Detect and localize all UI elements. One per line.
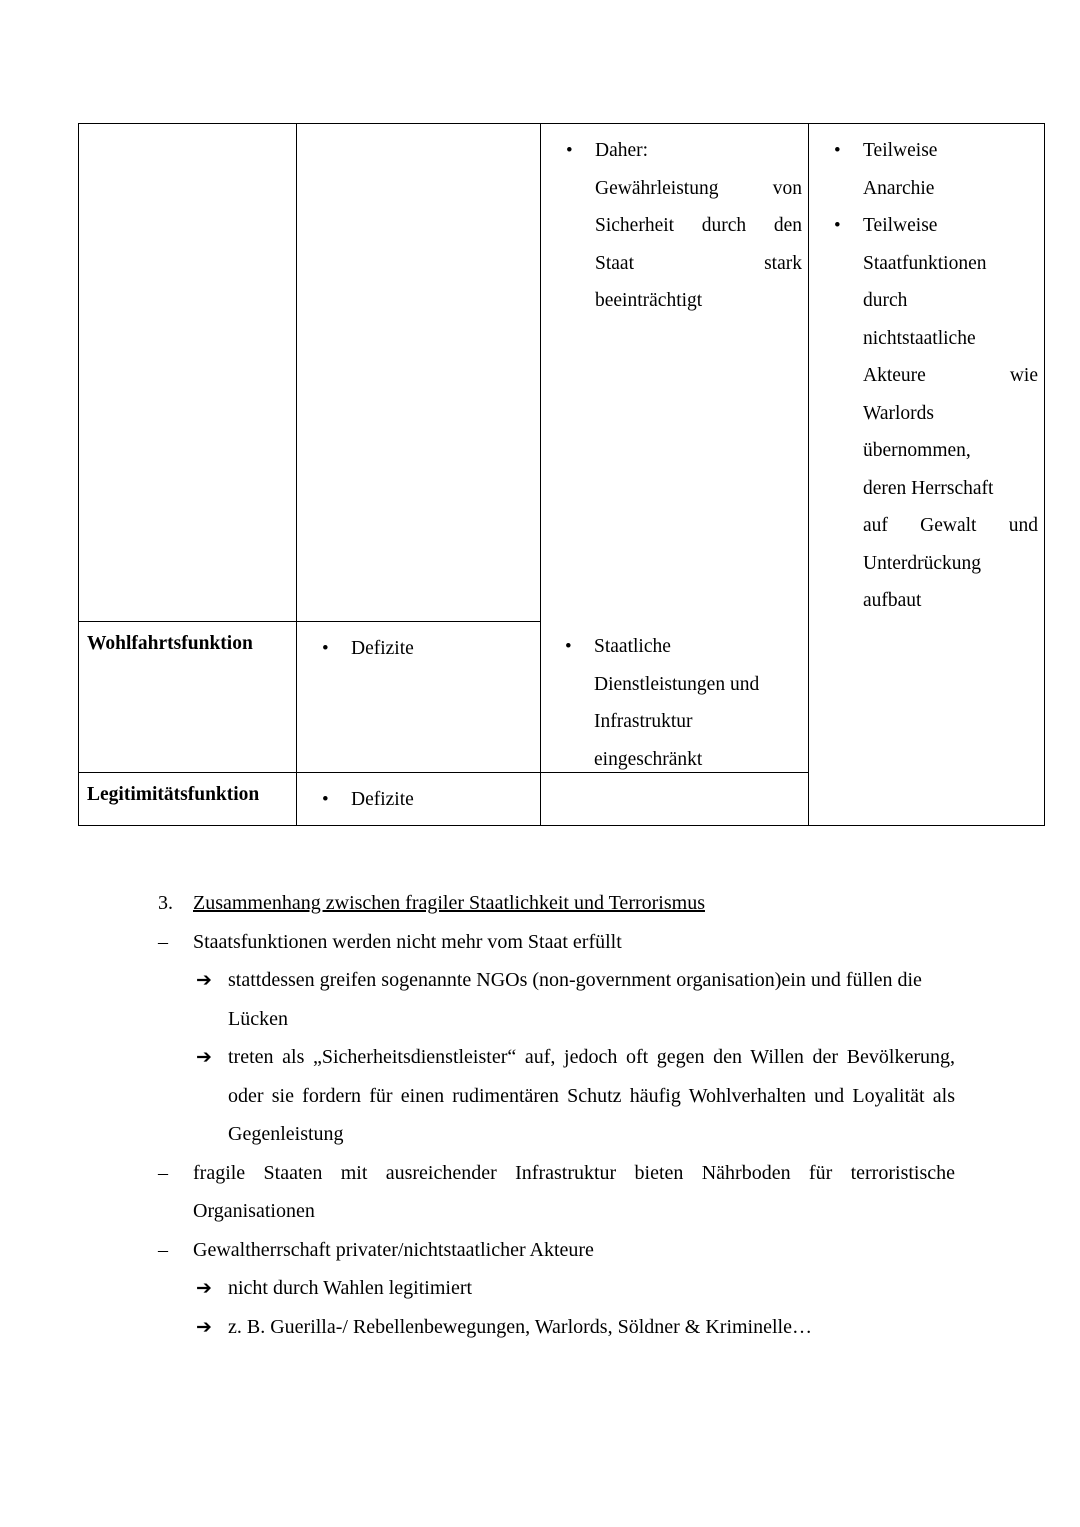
list-item: • Defizite xyxy=(305,630,534,668)
line: Dienstleistungen und xyxy=(594,673,760,695)
line: Staatfunktionen xyxy=(863,252,987,274)
arrow-marker-icon: ➔ xyxy=(196,1046,212,1068)
line: Gewährleistung von xyxy=(595,177,802,199)
outline-marker-number: 3. xyxy=(158,892,173,914)
line: Staat stark xyxy=(595,252,802,274)
arrow-marker-icon: ➔ xyxy=(196,1277,212,1299)
outline-item-5-text: Gewaltherrschaft privater/nichtstaatlicher Akteure xyxy=(193,1238,594,1261)
row-label-cell-wohlfahrtsfunktion xyxy=(79,622,297,773)
outline-item-2-text: stattdessen greifen sogenannte NGOs (non-government organisation)ein und füllen die Lücken xyxy=(228,969,922,1030)
line: eingeschränkt xyxy=(594,748,703,770)
arrow-marker-icon: ➔ xyxy=(196,1315,212,1338)
outline-item-6-text: nicht durch Wahlen legitimiert xyxy=(228,1277,473,1299)
cell-col2-wohlfahrtsfunktion xyxy=(297,622,541,773)
row-label-wohlfahrtsfunktion: Wohlfahrtsfunktion xyxy=(87,633,253,654)
outline-item-3-text: treten als „Sicherheitsdienstleister“ auf, jedoch oft gegen den Willen der Bevölkerung, oder sie fordern für einen rudimentären Schutz häufig Wohlverhalten und Loyalität als Gegenleistung xyxy=(228,1046,955,1145)
comparison-table-wrapper xyxy=(78,123,1044,826)
cell-col3-wohlfahrtsfunktion-content xyxy=(540,620,808,770)
cell-col2-wohlfahrtsfunktion-content xyxy=(297,622,540,674)
row-label-empty xyxy=(79,124,296,137)
line: • Teilweise xyxy=(863,140,938,161)
line: Infrastruktur xyxy=(594,711,693,732)
table-row xyxy=(79,124,1045,622)
cell-col3-row1-content xyxy=(541,124,808,326)
cell-col4-row1 xyxy=(809,124,1045,826)
line: deren Herrschaft xyxy=(863,477,994,499)
line: • Daher: xyxy=(595,140,649,161)
dash-marker-icon: – xyxy=(158,1238,168,1261)
line: durch xyxy=(863,290,908,311)
row-label-legitimitaetsfunktion: Legitimitätsfunktion xyxy=(87,784,260,805)
line: • Staatliche xyxy=(594,636,671,657)
line: Anarchie xyxy=(863,177,935,199)
list-item xyxy=(548,628,802,770)
line: aufbaut xyxy=(863,590,922,611)
outline-item-7 xyxy=(196,1308,955,1347)
outline-item-3 xyxy=(196,1038,955,1154)
cell-col3-legitimitaetsfunktion-empty xyxy=(541,773,809,826)
list-item xyxy=(817,207,1038,620)
outline-item-4-text: fragile Staaten mit ausreichender Infrastruktur bieten Nährboden für terroristische Organisationen xyxy=(193,1161,955,1222)
cell-col2-empty xyxy=(297,124,541,622)
list-item xyxy=(817,132,1038,207)
outline-item-4 xyxy=(158,1154,955,1231)
line: übernommen, xyxy=(863,440,971,461)
outline-heading-text: Zusammenhang zwischen fragiler Staatlichkeit und Terrorismus xyxy=(193,892,705,914)
line: Unterdrückung xyxy=(863,552,982,574)
outline-item-5 xyxy=(158,1231,955,1270)
arrow-marker-icon: ➔ xyxy=(196,969,212,991)
outline-heading-3 xyxy=(158,884,955,923)
bullet-list-col3-wohlfahrtsfunktion xyxy=(548,628,802,770)
outline-item-1-text: Staatsfunktionen werden nicht mehr vom Staat erfüllt xyxy=(193,930,622,953)
outline-item-1 xyxy=(158,923,955,962)
bullet-list-col2-wohlfahrtsfunktion xyxy=(305,630,534,668)
row-label-cell-legitimitaetsfunktion xyxy=(79,773,297,826)
list-item: • Defizite xyxy=(305,781,534,819)
cell-col3-wohlfahrtsfunktion xyxy=(540,620,808,770)
line: • Teilweise xyxy=(863,215,938,236)
line: nichtstaatliche xyxy=(863,327,976,349)
outline-item-6 xyxy=(196,1269,955,1308)
outline-section xyxy=(0,884,1080,1346)
line: Akteure wie xyxy=(863,365,1038,386)
line: auf Gewalt und xyxy=(863,515,1038,536)
cell-col4-row1-content xyxy=(809,124,1044,626)
row-label-cell-empty xyxy=(79,124,297,622)
dash-marker-icon: – xyxy=(158,930,168,953)
cell-col2-legitimitaetsfunktion-content xyxy=(297,773,540,825)
outline-item-2 xyxy=(196,961,955,1038)
bullet-list-col4-row1 xyxy=(817,132,1038,620)
bullet-list-col3-row1 xyxy=(549,132,802,320)
line: Sicherheit durch den xyxy=(595,215,802,236)
bullet-list-col2-legitimitaetsfunktion xyxy=(305,781,534,819)
line: Warlords xyxy=(863,402,934,424)
cell-col2-legitimitaetsfunktion xyxy=(297,773,541,826)
outline-item-7-text: z. B. Guerilla-/ Rebellenbewegungen, Warlords, Söldner & Kriminelle… xyxy=(228,1315,812,1338)
dash-marker-icon: – xyxy=(158,1161,168,1184)
line: beeinträchtigt xyxy=(595,290,703,311)
list-item xyxy=(549,132,802,320)
